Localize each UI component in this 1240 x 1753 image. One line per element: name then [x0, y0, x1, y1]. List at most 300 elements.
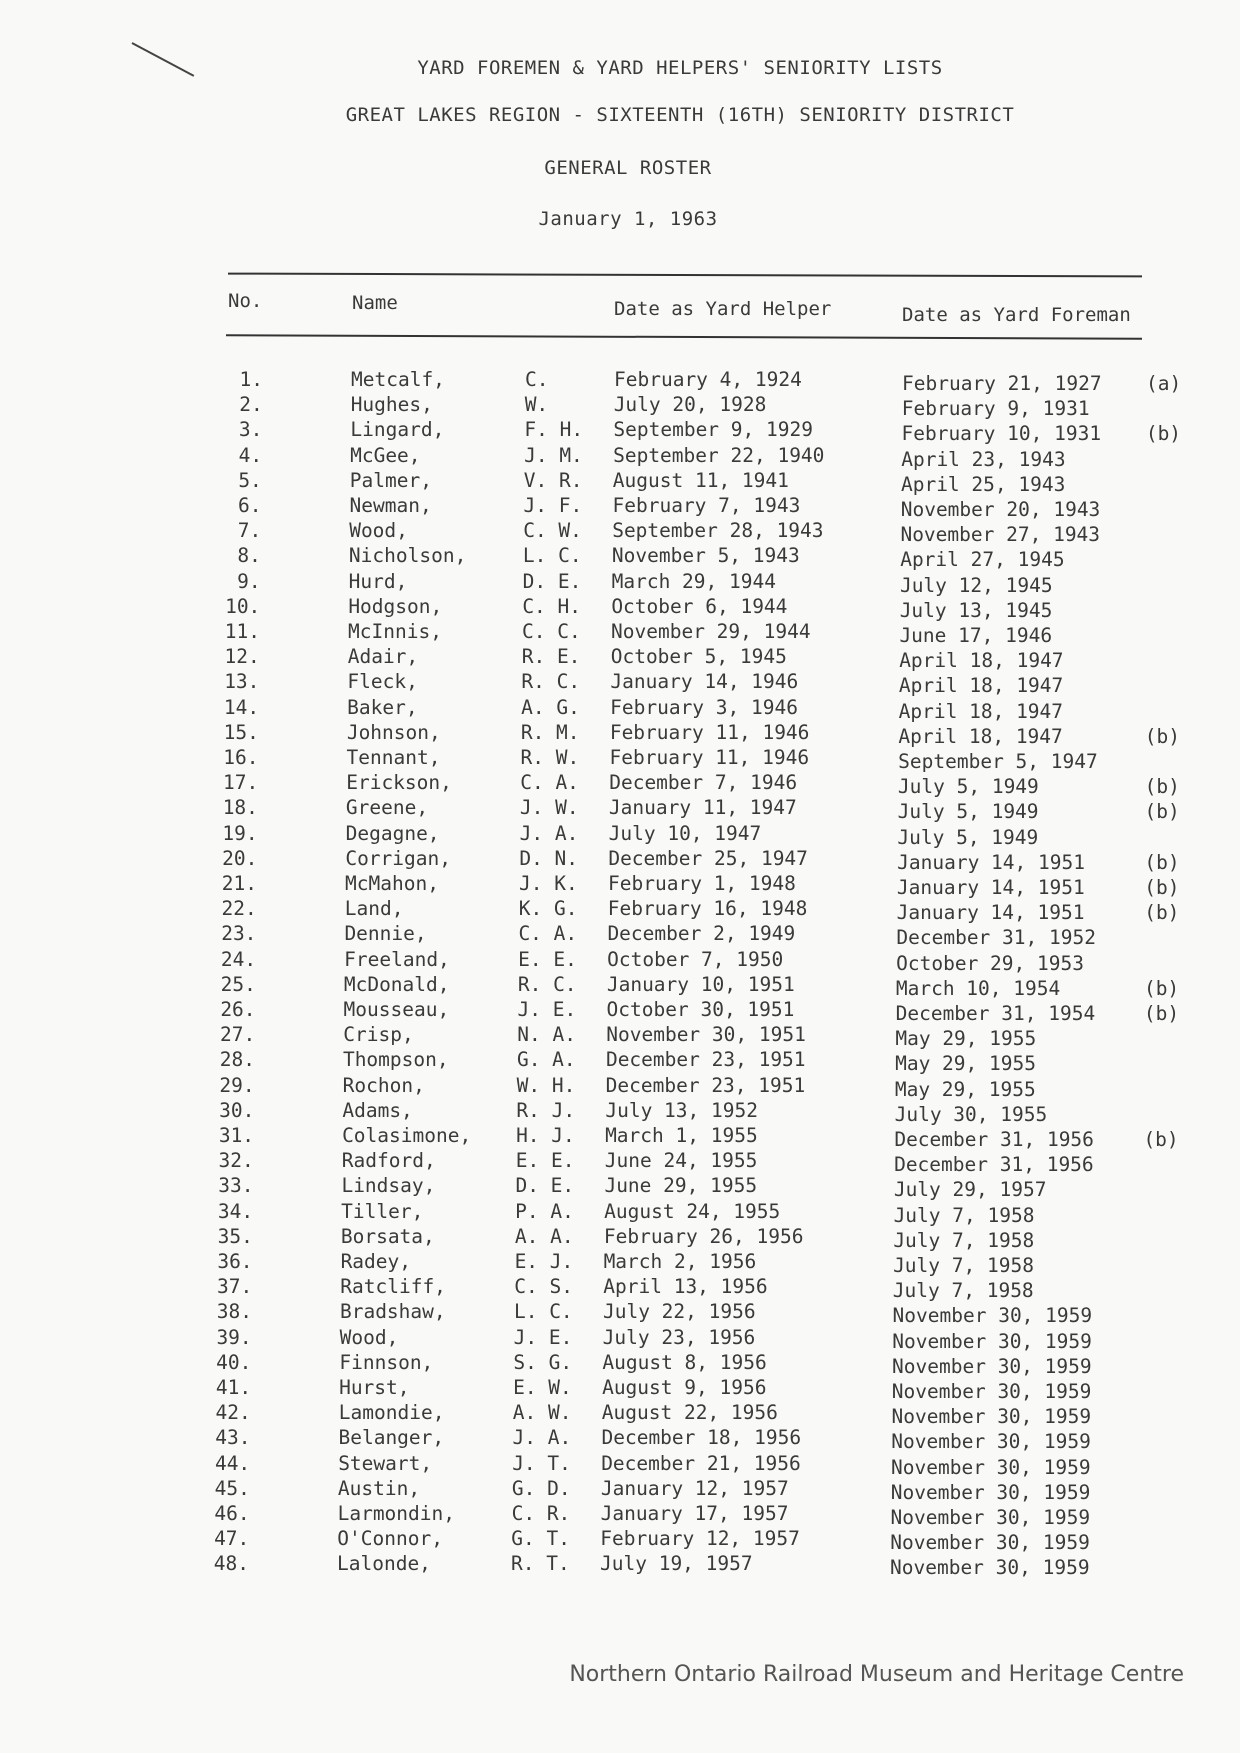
initials: J. M. [524, 443, 583, 467]
helper-date: January 10, 1951 [606, 972, 795, 996]
row-number: 7. [237, 519, 262, 543]
initials: L. C. [522, 544, 582, 568]
helper-date: February 7, 1943 [612, 494, 801, 517]
helper-date: February 11, 1946 [609, 746, 810, 769]
table-row [0, 670, 1240, 696]
table-row [0, 1477, 1240, 1503]
foreman-date: November 30, 1959 [892, 1354, 1092, 1378]
foreman-date: April 18, 1947 [898, 674, 1064, 698]
row-number: 29. [219, 1073, 255, 1097]
helper-date: October 6, 1944 [611, 594, 788, 618]
foreman-date: November 30, 1959 [892, 1329, 1092, 1353]
row-number: 35. [217, 1224, 253, 1248]
helper-date: July 22, 1956 [602, 1300, 756, 1324]
surname: Stewart, [338, 1451, 433, 1475]
row-number: 43. [215, 1426, 251, 1450]
table-row [0, 494, 1240, 520]
foreman-date: January 14, 1951 [896, 876, 1085, 899]
initials: R. J. [516, 1098, 576, 1122]
surname: Tennant, [346, 746, 441, 769]
row-number: 23. [221, 922, 257, 946]
row-number: 18. [222, 796, 258, 820]
initials: P. A. [515, 1199, 574, 1223]
foreman-date: November 30, 1959 [890, 1556, 1090, 1580]
row-number: 26. [220, 998, 256, 1021]
initials: E. W. [513, 1376, 572, 1399]
surname: Tiller, [341, 1199, 424, 1223]
row-number: 6. [238, 494, 262, 517]
foreman-date: December 31, 1952 [896, 926, 1096, 950]
note-marker: (b) [1144, 775, 1180, 799]
row-number: 33. [218, 1174, 254, 1198]
helper-date: August 24, 1955 [604, 1199, 781, 1223]
row-number: 2. [239, 393, 263, 417]
foreman-date: November 30, 1959 [890, 1531, 1090, 1555]
row-number: 37. [217, 1275, 253, 1299]
table-row [0, 998, 1240, 1024]
surname: Radey, [340, 1250, 412, 1273]
helper-date: October 7, 1950 [607, 947, 784, 971]
foreman-date: November 30, 1959 [891, 1455, 1091, 1479]
note-marker: (b) [1144, 850, 1180, 874]
table-row [0, 822, 1240, 848]
initials: L. C. [513, 1300, 573, 1324]
foreman-date: April 25, 1943 [900, 472, 1066, 496]
foreman-date: December 31, 1956 [894, 1153, 1094, 1177]
table-row [0, 620, 1240, 646]
foreman-date: July 7, 1958 [892, 1279, 1034, 1303]
table-top-rule [228, 273, 1142, 278]
helper-date: March 1, 1955 [605, 1124, 758, 1147]
surname: Metcalf, [351, 368, 445, 391]
surname: Palmer, [349, 468, 432, 492]
foreman-date: July 29, 1957 [893, 1178, 1047, 1202]
table-row [0, 1351, 1240, 1377]
table-row [0, 1225, 1240, 1251]
row-number: 22. [221, 897, 257, 921]
helper-date: July 13, 1952 [605, 1098, 758, 1122]
row-number: 9. [237, 569, 261, 593]
table-row [0, 1048, 1240, 1074]
initials: J. T. [512, 1451, 571, 1475]
table-row [0, 570, 1240, 596]
row-number: 32. [218, 1149, 254, 1173]
surname: Newman, [349, 494, 432, 517]
surname: Lalonde, [337, 1552, 431, 1576]
helper-date: January 12, 1957 [600, 1476, 789, 1500]
helper-date: October 5, 1945 [610, 645, 787, 669]
table-row [0, 796, 1240, 822]
foreman-date: September 5, 1947 [898, 750, 1098, 773]
initials: D. N. [519, 846, 579, 870]
table-row [0, 469, 1240, 495]
surname: Bradshaw, [339, 1300, 446, 1324]
helper-date: September 9, 1929 [613, 418, 813, 442]
row-number: 48. [213, 1552, 249, 1576]
table-row [0, 721, 1240, 747]
foreman-date: November 30, 1959 [891, 1380, 1092, 1403]
note-marker: (b) [1143, 1128, 1179, 1151]
initials: R. W. [520, 746, 580, 769]
foreman-date: November 30, 1959 [890, 1480, 1091, 1504]
row-number: 11. [224, 620, 261, 643]
row-number: 47. [214, 1527, 250, 1551]
note-marker: (b) [1144, 876, 1180, 899]
helper-date: September 28, 1943 [612, 519, 824, 543]
row-number: 41. [215, 1376, 252, 1399]
helper-date: December 21, 1956 [601, 1451, 801, 1475]
row-number: 31. [218, 1124, 255, 1147]
surname: Belanger, [338, 1426, 445, 1450]
initials: R. E. [521, 645, 581, 669]
initials: H. J. [516, 1124, 575, 1147]
row-number: 3. [238, 418, 263, 442]
table-row [0, 696, 1240, 722]
initials: C. [525, 368, 549, 391]
foreman-date: July 7, 1958 [893, 1203, 1035, 1227]
initials: K. G. [518, 897, 578, 921]
row-number: 21. [221, 872, 258, 895]
helper-date: August 11, 1941 [612, 468, 789, 492]
surname: Corrigan, [345, 846, 451, 870]
table-row [0, 1376, 1240, 1402]
table-row [0, 1149, 1240, 1175]
table-header-rule [226, 334, 1142, 340]
table-row [0, 1275, 1240, 1301]
helper-date: July 23, 1956 [602, 1325, 756, 1349]
initials: W. H. [516, 1073, 576, 1097]
initials: J. F. [523, 494, 583, 517]
helper-date: July 19, 1957 [600, 1552, 753, 1576]
surname: Mousseau, [343, 998, 450, 1021]
foreman-date: May 29, 1955 [895, 1052, 1036, 1076]
table-row [0, 418, 1240, 444]
foreman-date: November 27, 1943 [900, 523, 1101, 547]
surname: McMahon, [345, 872, 439, 895]
table-row [0, 1174, 1240, 1200]
row-number: 13. [224, 670, 260, 694]
initials: J. W. [519, 796, 579, 820]
table-row [0, 897, 1240, 923]
row-number: 16. [223, 746, 259, 769]
row-number: 42. [215, 1401, 251, 1425]
foreman-date: January 14, 1951 [896, 901, 1085, 925]
foreman-date: June 17, 1946 [899, 624, 1053, 647]
foreman-date: December 31, 1956 [894, 1128, 1094, 1151]
surname: Fleck, [347, 670, 418, 694]
helper-date: December 18, 1956 [601, 1426, 802, 1450]
roster-title: GENERAL ROSTER [544, 157, 712, 179]
row-number: 27. [220, 1023, 256, 1047]
surname: Crisp, [343, 1023, 414, 1047]
initials: C. C. [522, 620, 581, 643]
foreman-date: November 30, 1959 [892, 1304, 1093, 1328]
helper-date: December 23, 1951 [605, 1073, 806, 1097]
initials: R. C. [517, 972, 577, 996]
foreman-date: February 9, 1931 [901, 397, 1090, 421]
surname: Hurd, [348, 569, 408, 593]
initials: C. A. [520, 771, 579, 795]
table-row [0, 1502, 1240, 1528]
table-row [0, 1200, 1240, 1226]
surname: O'Connor, [337, 1527, 443, 1551]
surname: Finnson, [339, 1350, 434, 1374]
helper-date: July 10, 1947 [608, 821, 762, 845]
table-row [0, 1426, 1240, 1452]
helper-date: February 3, 1946 [610, 695, 798, 719]
initials: W. [524, 393, 549, 417]
table-row [0, 1023, 1240, 1049]
surname: Lingard, [350, 418, 445, 442]
foreman-date: July 5, 1949 [897, 775, 1039, 799]
initials: C. A. [518, 922, 578, 946]
row-number: 8. [237, 544, 261, 568]
row-number: 46. [214, 1502, 250, 1525]
helper-date: October 30, 1951 [606, 998, 795, 1021]
column-header-helper-date: Date as Yard Helper [614, 298, 832, 320]
note-marker: (b) [1144, 724, 1181, 748]
surname: Ratcliff, [340, 1275, 446, 1299]
foreman-date: February 21, 1927 [902, 372, 1102, 395]
table-row [0, 1300, 1240, 1326]
surname: Wood, [349, 519, 408, 543]
surname: Adams, [342, 1098, 413, 1122]
table-row [0, 393, 1240, 419]
initials: J. E. [513, 1325, 573, 1349]
foreman-date: July 30, 1955 [894, 1102, 1048, 1126]
row-number: 19. [222, 821, 258, 845]
row-number: 17. [222, 771, 259, 795]
table-row [0, 1452, 1240, 1478]
initials: E. E. [518, 947, 577, 971]
initials: J. K. [519, 872, 578, 895]
table-row [0, 872, 1240, 898]
helper-date: February 12, 1957 [600, 1527, 800, 1551]
table-row [0, 1074, 1240, 1100]
helper-date: November 30, 1951 [606, 1023, 806, 1047]
helper-date: February 1, 1948 [608, 872, 796, 895]
initials: C. W. [523, 519, 582, 543]
initials: F. H. [524, 418, 584, 442]
column-header-no: No. [228, 290, 263, 312]
helper-date: November 29, 1944 [611, 620, 811, 643]
foreman-date: April 18, 1947 [899, 649, 1064, 673]
surname: Colasimone, [342, 1124, 472, 1147]
table-row [0, 1326, 1240, 1352]
row-number: 4. [238, 443, 263, 467]
foreman-date: November 30, 1959 [890, 1506, 1091, 1529]
helper-date: December 2, 1949 [607, 922, 796, 946]
foreman-date: May 29, 1955 [895, 1027, 1037, 1051]
row-number: 39. [216, 1325, 252, 1349]
surname: McDonald, [343, 972, 450, 996]
table-row [0, 771, 1240, 797]
initials: C. S. [514, 1275, 573, 1299]
table-row [0, 973, 1240, 999]
note-marker: (b) [1143, 976, 1180, 1000]
list-title: YARD FOREMEN & YARD HELPERS' SENIORITY LISTS [417, 57, 943, 79]
row-number: 45. [214, 1476, 250, 1500]
initials: N. A. [517, 1023, 576, 1047]
foreman-date: July 7, 1958 [893, 1228, 1035, 1252]
initials: S. G. [513, 1350, 573, 1374]
foreman-date: March 10, 1954 [895, 976, 1061, 1000]
helper-date: June 24, 1955 [604, 1149, 758, 1173]
surname: Land, [344, 897, 404, 921]
initials: G. T. [511, 1527, 570, 1551]
table-row [0, 595, 1240, 621]
helper-date: March 29, 1944 [611, 569, 776, 593]
foreman-date: July 12, 1945 [899, 573, 1053, 597]
surname: Lindsay, [341, 1174, 436, 1198]
surname: Hurst, [339, 1376, 410, 1399]
surname: Nicholson, [348, 544, 467, 568]
foreman-date: December 31, 1954 [895, 1002, 1096, 1025]
column-header-foreman-date: Date as Yard Foreman [902, 304, 1131, 326]
initials: D. E. [515, 1174, 575, 1198]
helper-date: August 22, 1956 [601, 1401, 778, 1425]
surname: Freeland, [344, 947, 450, 971]
surname: Larmondin, [337, 1502, 455, 1525]
note-marker: (b) [1144, 901, 1180, 925]
table-row [0, 1250, 1240, 1276]
initials: J. E. [517, 998, 577, 1021]
table-row [0, 1401, 1240, 1427]
note-marker: (b) [1145, 422, 1182, 446]
row-number: 30. [219, 1098, 255, 1122]
table-row [0, 544, 1240, 570]
region-title: GREAT LAKES REGION - SIXTEENTH (16TH) SENIORITY DISTRICT [345, 104, 1015, 126]
helper-date: June 29, 1955 [604, 1174, 758, 1198]
foreman-date: November 30, 1959 [891, 1430, 1091, 1454]
initials: A. G. [521, 695, 580, 719]
helper-date: February 16, 1948 [607, 897, 808, 921]
table-row [0, 746, 1240, 772]
table-row [0, 444, 1240, 470]
surname: Baker, [347, 695, 418, 719]
helper-date: December 23, 1951 [605, 1048, 806, 1072]
initials: G. A. [516, 1048, 576, 1072]
foreman-date: April 27, 1945 [900, 548, 1065, 572]
helper-date: January 11, 1947 [608, 796, 797, 820]
foreman-date: January 14, 1951 [897, 850, 1085, 874]
row-number: 40. [216, 1350, 252, 1374]
row-number: 5. [238, 468, 262, 492]
helper-date: February 11, 1946 [609, 720, 810, 744]
surname: McGee, [350, 443, 421, 467]
surname: Hughes, [350, 393, 433, 417]
helper-date: July 20, 1928 [613, 393, 767, 417]
row-number: 28. [219, 1048, 255, 1072]
foreman-date: October 29, 1953 [896, 951, 1084, 975]
foreman-date: February 10, 1931 [901, 422, 1102, 446]
helper-date: September 22, 1940 [613, 443, 825, 467]
helper-date: December 7, 1946 [609, 771, 798, 795]
surname: Dennie, [344, 922, 427, 946]
foreman-date: July 5, 1949 [897, 800, 1039, 824]
helper-date: February 4, 1924 [614, 368, 802, 391]
initials: C. H. [522, 594, 582, 618]
table-row [0, 1124, 1240, 1150]
table-row [0, 645, 1240, 671]
surname: Erickson, [346, 771, 452, 795]
surname: Hodgson, [348, 594, 443, 618]
foreman-date: November 20, 1943 [900, 498, 1101, 521]
note-marker: (a) [1146, 372, 1182, 395]
surname: Borsata, [340, 1224, 435, 1248]
surname: McInnis, [348, 620, 442, 643]
row-number: 10. [225, 594, 261, 618]
foreman-date: July 7, 1958 [893, 1254, 1034, 1277]
foreman-date: July 5, 1949 [897, 825, 1039, 849]
helper-date: December 25, 1947 [608, 846, 808, 870]
foreman-date: April 23, 1943 [901, 447, 1066, 471]
column-header-name: Name [352, 292, 398, 314]
table-row [0, 948, 1240, 974]
museum-watermark: Northern Ontario Railroad Museum and Heritage Centre [569, 1662, 1184, 1687]
row-number: 25. [220, 972, 256, 996]
surname: Adair, [347, 645, 419, 669]
table-row [0, 1099, 1240, 1125]
row-number: 12. [224, 645, 260, 669]
table-row [0, 368, 1240, 394]
foreman-date: July 13, 1945 [899, 598, 1053, 622]
table-row [0, 1552, 1240, 1578]
surname: Greene, [345, 796, 429, 820]
row-number: 44. [214, 1451, 251, 1475]
initials: A. A. [514, 1224, 574, 1248]
helper-date: January 17, 1957 [600, 1502, 789, 1525]
helper-date: August 9, 1956 [602, 1376, 767, 1399]
initials: V. R. [523, 468, 583, 492]
foreman-date: May 29, 1955 [894, 1077, 1036, 1101]
helper-date: November 5, 1943 [611, 544, 800, 568]
initials: C. R. [511, 1502, 571, 1525]
row-number: 1. [239, 368, 263, 391]
surname: Lamondie, [338, 1401, 445, 1425]
initials: G. D. [511, 1476, 571, 1500]
helper-date: January 14, 1946 [610, 670, 799, 694]
table-row [0, 922, 1240, 948]
foreman-date: April 18, 1947 [898, 724, 1063, 748]
initials: R. T. [511, 1552, 570, 1576]
initials: D. E. [522, 569, 582, 593]
table-row [0, 519, 1240, 545]
helper-date: February 26, 1956 [603, 1224, 804, 1248]
initials: J. A. [512, 1426, 572, 1450]
initials: E. J. [514, 1250, 574, 1273]
initials: R. M. [520, 720, 580, 744]
row-number: 20. [222, 846, 258, 870]
table-row [0, 847, 1240, 873]
helper-date: March 2, 1956 [603, 1250, 757, 1273]
roster-date: January 1, 1963 [538, 208, 718, 230]
foreman-date: November 30, 1959 [891, 1405, 1092, 1429]
surname: Radford, [341, 1149, 436, 1173]
row-number: 38. [216, 1300, 252, 1324]
surname: Thompson, [342, 1048, 449, 1072]
initials: R. C. [521, 670, 581, 694]
surname: Rochon, [342, 1073, 425, 1097]
surname: Austin, [337, 1476, 421, 1500]
surname: Degagne, [345, 821, 440, 845]
note-marker: (b) [1144, 800, 1180, 824]
initials: J. A. [519, 821, 579, 845]
initials: E. E. [515, 1149, 575, 1173]
initials: A. W. [512, 1401, 572, 1425]
row-number: 14. [223, 695, 260, 719]
helper-date: April 13, 1956 [603, 1275, 768, 1299]
